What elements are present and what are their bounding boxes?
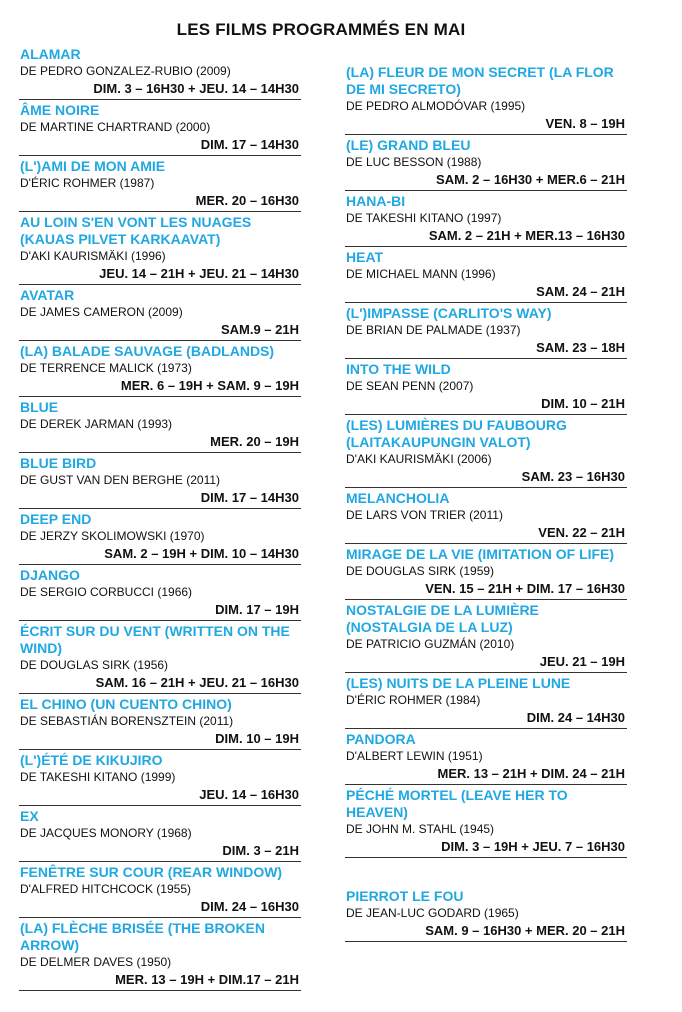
film-entry bbox=[345, 785, 627, 858]
film-director: DE DOUGLAS SIRK (1959) bbox=[346, 564, 495, 578]
film-schedule: VEN. 8 – 19H bbox=[545, 116, 625, 131]
film-schedule: SAM.9 – 21H bbox=[220, 322, 299, 337]
film-entry bbox=[19, 341, 301, 397]
film-title: AU LOIN S'EN VONT LES NUAGES (KAUAS PILVET KARKAAVAT) bbox=[20, 214, 252, 247]
film-schedule: VEN. 22 – 21H bbox=[538, 525, 625, 540]
film-entry bbox=[19, 453, 301, 509]
film-director: DE PATRICIO GUZMÁN (2010) bbox=[346, 637, 515, 651]
film-title: PANDORA bbox=[346, 731, 416, 747]
film-entry bbox=[345, 488, 627, 544]
film-director: DE LUC BESSON (1988) bbox=[346, 155, 482, 169]
film-director: DE PEDRO ALMODÓVAR (1995) bbox=[346, 99, 526, 113]
film-entry bbox=[19, 397, 301, 453]
film-schedule: DIM. 24 – 16H30 bbox=[200, 899, 299, 914]
film-title: (L')AMI DE MON AMIE bbox=[20, 158, 166, 174]
film-schedule: JEU. 14 – 16H30 bbox=[199, 787, 299, 802]
film-schedule: SAM. 23 – 18H bbox=[536, 340, 625, 355]
film-director: D'ALBERT LEWIN (1951) bbox=[346, 749, 483, 763]
film-title: PIERROT LE FOU bbox=[346, 888, 464, 904]
film-director: DE DELMER DAVES (1950) bbox=[20, 955, 172, 969]
film-title: NOSTALGIE DE LA LUMIÈRE (NOSTALGIA DE LA LUZ) bbox=[346, 602, 539, 635]
film-entry bbox=[345, 600, 627, 673]
film-director: D'AKI KAURISMÄKI (2006) bbox=[346, 452, 492, 466]
film-director: DE JERZY SKOLIMOWSKI (1970) bbox=[20, 529, 205, 543]
film-title: AVATAR bbox=[20, 287, 75, 303]
film-title: BLUE BIRD bbox=[20, 455, 97, 471]
film-entry bbox=[19, 156, 301, 212]
film-director: D'AKI KAURISMÄKI (1996) bbox=[20, 249, 166, 263]
column-spacer bbox=[345, 858, 627, 886]
film-title: MIRAGE DE LA VIE (IMITATION OF LIFE) bbox=[346, 546, 615, 562]
film-title: (L')IMPASSE (CARLITO'S WAY) bbox=[346, 305, 552, 321]
film-schedule: DIM. 3 – 21H bbox=[222, 843, 299, 858]
film-schedule: VEN. 15 – 21H + DIM. 17 – 16H30 bbox=[425, 581, 625, 596]
film-entry bbox=[345, 359, 627, 415]
film-entry bbox=[19, 621, 301, 694]
film-schedule: DIM. 10 – 19H bbox=[215, 731, 299, 746]
film-director: DE MARTINE CHARTRAND (2000) bbox=[20, 120, 211, 134]
film-schedule: MER. 20 – 19H bbox=[210, 434, 299, 449]
film-title: (LA) BALADE SAUVAGE (BADLANDS) bbox=[20, 343, 275, 359]
film-schedule: SAM. 16 – 21H + JEU. 21 – 16H30 bbox=[95, 675, 299, 690]
film-schedule: SAM. 2 – 16H30 + MER.6 – 21H bbox=[436, 172, 625, 187]
film-schedule: DIM. 17 – 14H30 bbox=[200, 490, 299, 505]
film-schedule: MER. 6 – 19H + SAM. 9 – 19H bbox=[120, 378, 299, 393]
film-title: DEEP END bbox=[20, 511, 92, 527]
film-director: DE JEAN-LUC GODARD (1965) bbox=[346, 906, 519, 920]
film-director: DE DOUGLAS SIRK (1956) bbox=[20, 658, 169, 672]
film-director: DE MICHAEL MANN (1996) bbox=[346, 267, 496, 281]
film-title: ÉCRIT SUR DU VENT (WRITTEN ON THE WIND) bbox=[20, 623, 290, 656]
film-entry bbox=[345, 729, 627, 785]
film-director: DE SEBASTIÁN BORENSZTEIN (2011) bbox=[20, 714, 234, 728]
film-schedule: DIM. 3 – 16H30 + JEU. 14 – 14H30 bbox=[93, 81, 299, 96]
film-director: DE TAKESHI KITANO (1997) bbox=[346, 211, 502, 225]
film-entry bbox=[19, 565, 301, 621]
film-schedule: MER. 13 – 19H + DIM.17 – 21H bbox=[115, 972, 299, 987]
film-director: DE BRIAN DE PALMADE (1937) bbox=[346, 323, 521, 337]
film-title: EL CHINO (UN CUENTO CHINO) bbox=[20, 696, 232, 712]
film-list-right bbox=[345, 62, 627, 942]
film-title: MELANCHOLIA bbox=[346, 490, 450, 506]
film-director: DE DEREK JARMAN (1993) bbox=[20, 417, 173, 431]
film-title: (LA) FLÈCHE BRISÉE (THE BROKEN ARROW) bbox=[20, 920, 265, 953]
film-title: HEAT bbox=[346, 249, 384, 265]
film-director: DE SEAN PENN (2007) bbox=[346, 379, 474, 393]
film-director: DE TAKESHI KITANO (1999) bbox=[20, 770, 176, 784]
film-schedule: SAM. 9 – 16H30 + MER. 20 – 21H bbox=[425, 923, 625, 938]
film-schedule: DIM. 10 – 21H bbox=[541, 396, 625, 411]
film-schedule: SAM. 2 – 21H + MER.13 – 16H30 bbox=[428, 228, 625, 243]
film-director: D'ÉRIC ROHMER (1984) bbox=[346, 693, 481, 707]
film-entry bbox=[19, 285, 301, 341]
film-schedule: DIM. 24 – 14H30 bbox=[526, 710, 625, 725]
film-title: FENÊTRE SUR COUR (REAR WINDOW) bbox=[20, 864, 283, 880]
film-director: DE TERRENCE MALICK (1973) bbox=[20, 361, 192, 375]
film-entry bbox=[19, 750, 301, 806]
film-schedule: JEU. 14 – 21H + JEU. 21 – 14H30 bbox=[99, 266, 299, 281]
film-title: INTO THE WILD bbox=[346, 361, 451, 377]
film-list-left bbox=[19, 44, 301, 991]
film-schedule: DIM. 3 – 19H + JEU. 7 – 16H30 bbox=[441, 839, 625, 854]
film-entry bbox=[345, 415, 627, 488]
film-title: (LE) GRAND BLEU bbox=[346, 137, 471, 153]
film-title: (L')ÉTÉ DE KIKUJIRO bbox=[20, 752, 163, 768]
film-title: EX bbox=[20, 808, 39, 824]
film-schedule: MER. 13 – 21H + DIM. 24 – 21H bbox=[437, 766, 625, 781]
film-director: DE SERGIO CORBUCCI (1966) bbox=[20, 585, 193, 599]
film-title: ÂME NOIRE bbox=[20, 102, 100, 118]
film-entry bbox=[345, 673, 627, 729]
film-director: DE JOHN M. STAHL (1945) bbox=[346, 822, 495, 836]
film-schedule: MER. 20 – 16H30 bbox=[195, 193, 299, 208]
film-entry bbox=[345, 135, 627, 191]
film-entry bbox=[19, 862, 301, 918]
film-title: DJANGO bbox=[20, 567, 80, 583]
film-schedule: DIM. 17 – 14H30 bbox=[200, 137, 299, 152]
film-entry bbox=[19, 44, 301, 100]
film-title: ALAMAR bbox=[20, 46, 81, 62]
film-entry bbox=[19, 100, 301, 156]
film-entry bbox=[19, 694, 301, 750]
film-title: HANA-BI bbox=[346, 193, 406, 209]
film-schedule: JEU. 21 – 19H bbox=[539, 654, 625, 669]
film-entry bbox=[345, 62, 627, 135]
film-director: DE PEDRO GONZALEZ-RUBIO (2009) bbox=[20, 64, 231, 78]
film-entry bbox=[345, 191, 627, 247]
film-entry bbox=[345, 886, 627, 942]
film-entry bbox=[345, 544, 627, 600]
film-title: (LA) FLEUR DE MON SECRET (LA FLOR DE MI SECRETO) bbox=[346, 64, 614, 97]
film-entry bbox=[345, 303, 627, 359]
film-entry bbox=[19, 509, 301, 565]
film-director: DE JACQUES MONORY (1968) bbox=[20, 826, 192, 840]
film-schedule: SAM. 23 – 16H30 bbox=[521, 469, 625, 484]
film-director: DE LARS VON TRIER (2011) bbox=[346, 508, 503, 522]
film-director: DE JAMES CAMERON (2009) bbox=[20, 305, 183, 319]
page-title: LES FILMS PROGRAMMÉS EN MAI bbox=[176, 20, 466, 39]
film-title: (LES) NUITS DE LA PLEINE LUNE bbox=[346, 675, 571, 691]
film-title: (LES) LUMIÈRES DU FAUBOURG (LAITAKAUPUNGIN VALOT) bbox=[346, 417, 567, 450]
film-schedule: SAM. 2 – 19H + DIM. 10 – 14H30 bbox=[104, 546, 299, 561]
film-title: PÉCHÉ MORTEL (LEAVE HER TO HEAVEN) bbox=[346, 787, 568, 820]
film-entry bbox=[19, 212, 301, 285]
film-director: D'ÉRIC ROHMER (1987) bbox=[20, 176, 155, 190]
film-schedule: DIM. 17 – 19H bbox=[215, 602, 299, 617]
film-title: BLUE bbox=[20, 399, 59, 415]
film-schedule: SAM. 24 – 21H bbox=[536, 284, 625, 299]
film-entry bbox=[19, 918, 301, 991]
film-director: DE GUST VAN DEN BERGHE (2011) bbox=[20, 473, 221, 487]
film-entry bbox=[345, 247, 627, 303]
film-director: D'ALFRED HITCHCOCK (1955) bbox=[20, 882, 191, 896]
film-entry bbox=[19, 806, 301, 862]
